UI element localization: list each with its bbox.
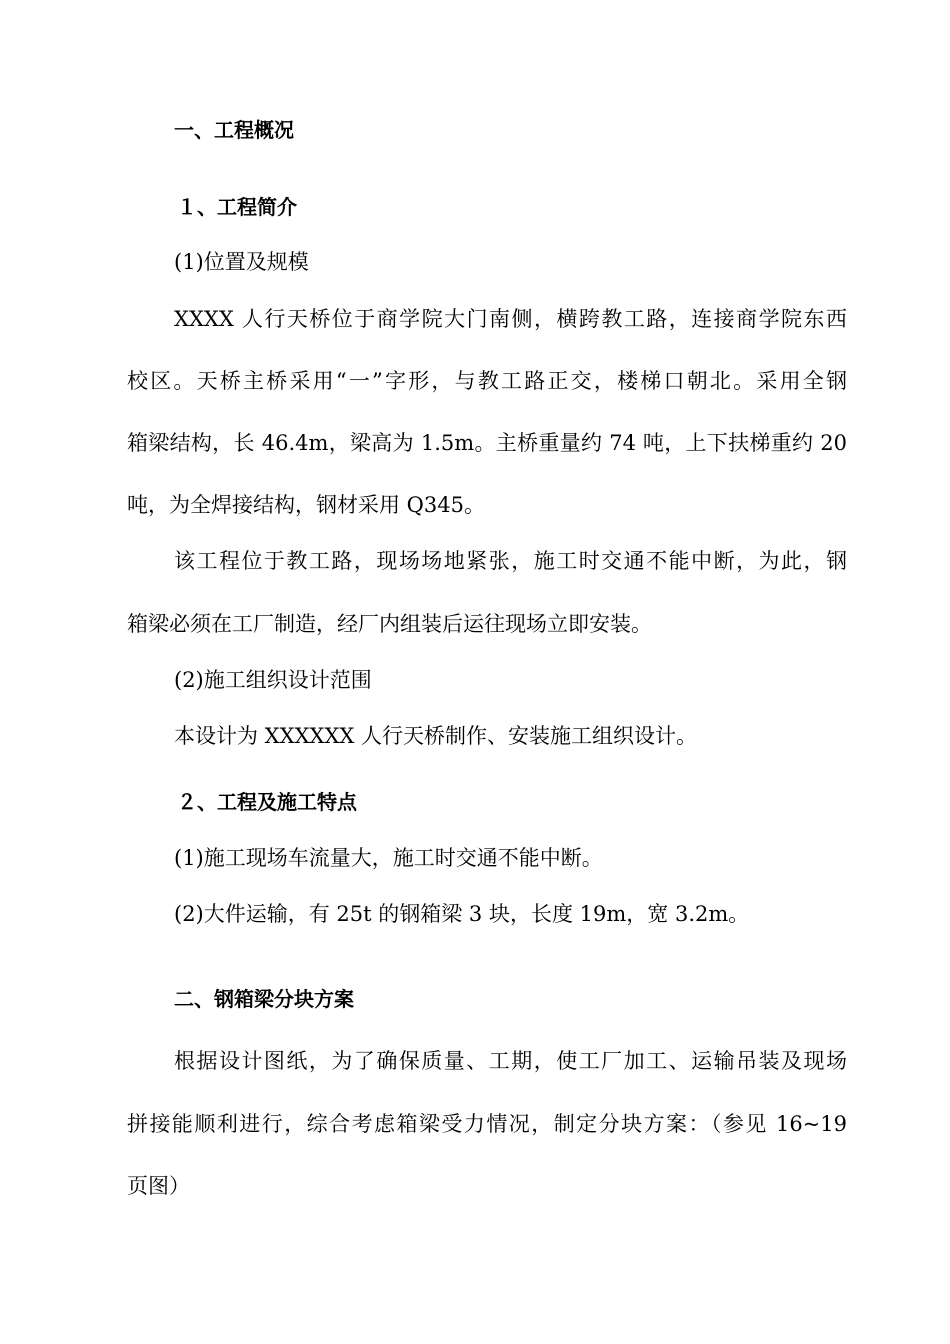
paragraph-line: 页图） [127,1174,190,1198]
paragraph-line: 吨，为全焊接结构，钢材采用 Q345。 [127,493,485,517]
paragraph-line: 本设计为 XXXXXX 人行天桥制作、安装施工组织设计。 [174,724,698,748]
section-heading-1: 一、工程概况 [174,118,294,142]
paragraph-line: 箱梁必须在工厂制造，经厂内组装后运往现场立即安装。 [127,612,652,636]
subsection-heading-2: ２、工程及施工特点 [177,790,357,814]
subsection-heading-1: １、工程简介 [177,195,297,219]
paragraph-line: XXXX 人行天桥位于商学院大门南侧，横跨教工路，连接商学院东西 [174,307,847,331]
paragraph-line: 该工程位于教工路，现场场地紧张，施工时交通不能中断，为此，钢 [174,549,847,573]
item-title-scope: (2)施工组织设计范围 [174,668,372,692]
paragraph-line: 校区。天桥主桥采用“一”字形，与教工路正交，楼梯口朝北。采用全钢 [127,369,847,393]
feature-point: (1)施工现场车流量大，施工时交通不能中断。 [174,846,603,870]
paragraph-line: 箱梁结构，长 46.4m，梁高为 1.5m。主桥重量约 74 吨，上下扶梯重约 20 [127,431,847,455]
feature-point: (2)大件运输，有 25t 的钢箱梁 3 块，长度 19m，宽 3.2m。 [174,902,750,926]
section-heading-2: 二、钢箱梁分块方案 [174,987,354,1011]
item-title-location-scale: (1)位置及规模 [174,250,309,274]
paragraph-line: 根据设计图纸，为了确保质量、工期，使工厂加工、运输吊装及现场 [174,1049,847,1073]
paragraph-line: 拼接能顺利进行，综合考虑箱梁受力情况，制定分块方案：（参见 16~19 [127,1112,847,1136]
